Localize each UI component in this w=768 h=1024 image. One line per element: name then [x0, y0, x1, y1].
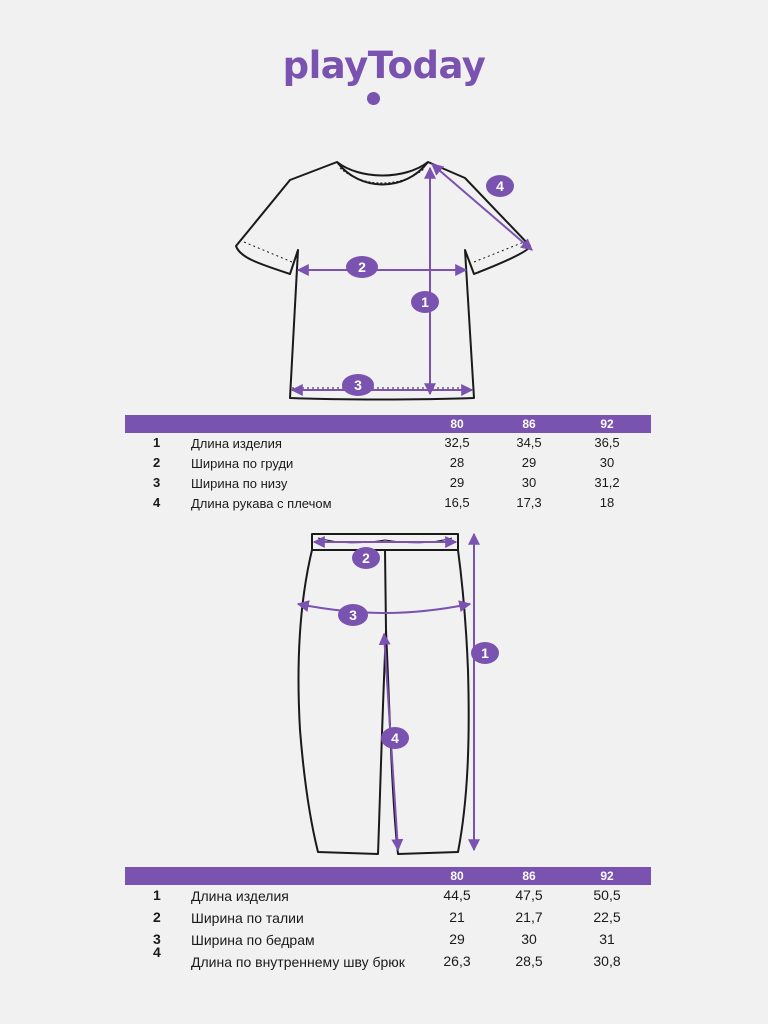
pants-outline	[299, 534, 469, 854]
tshirt-label-4-text: 4	[496, 178, 504, 194]
row-value: 30	[521, 931, 537, 947]
row-value: 31,2	[594, 475, 620, 490]
tshirt-label-4	[486, 175, 514, 197]
pants-label-3	[338, 604, 368, 626]
row-value: 26,3	[443, 953, 471, 969]
tshirt-size-table	[125, 415, 651, 515]
row-number: 3	[153, 931, 161, 947]
pants-size-80: 80	[450, 869, 464, 883]
row-value: 50,5	[593, 887, 621, 903]
pants-size-table	[125, 867, 651, 997]
row-value: 30	[521, 475, 537, 490]
row-value: 34,5	[516, 435, 542, 450]
tshirt-outline	[236, 162, 530, 400]
row-value: 22,5	[593, 909, 621, 925]
tshirt-label-3-text: 3	[354, 377, 362, 393]
row-number: 2	[153, 455, 161, 470]
row-value: 31	[599, 931, 615, 947]
row-number: 1	[153, 887, 161, 903]
pants-label-1-text: 1	[481, 645, 489, 661]
row-value: 29	[521, 455, 537, 470]
row-value: 29	[449, 931, 465, 947]
row-value: 30	[599, 455, 615, 470]
row-value: 21,7	[515, 909, 543, 925]
pants-label-2	[352, 547, 380, 569]
brand-logo-text: playToday	[282, 44, 486, 87]
pants-label-4	[381, 727, 409, 749]
tshirt-label-3	[342, 374, 374, 396]
row-measurement: Ширина по груди	[191, 456, 294, 471]
row-value: 36,5	[594, 435, 620, 450]
table-row	[125, 913, 651, 948]
row-value: 28	[449, 455, 465, 470]
row-value: 18	[599, 495, 615, 510]
table-row	[125, 477, 651, 511]
tshirt-size-92: 92	[600, 417, 614, 431]
row-number: 4	[153, 495, 161, 510]
row-value: 16,5	[444, 495, 470, 510]
tshirt-size-86: 86	[522, 417, 536, 431]
row-number: 2	[153, 909, 161, 925]
tshirt-label-2-text: 2	[358, 259, 366, 275]
row-value: 17,3	[516, 495, 542, 510]
row-measurement: Ширина по талии	[191, 910, 304, 926]
pants-size-92: 92	[600, 869, 614, 883]
row-measurement: Ширина по бедрам	[191, 932, 315, 948]
tshirt-label-1-text: 1	[421, 294, 429, 310]
row-measurement: Длина изделия	[191, 436, 282, 451]
pants-size-86: 86	[522, 869, 536, 883]
table-row	[125, 935, 651, 970]
row-value: 21	[449, 909, 465, 925]
table-row	[125, 457, 651, 491]
pants-label-2-text: 2	[362, 550, 370, 566]
table-row	[125, 437, 651, 471]
row-number: 1	[153, 435, 161, 450]
tshirt-label-1	[411, 291, 439, 313]
tshirt-label-2	[346, 256, 378, 278]
tshirt-size-80: 80	[450, 417, 464, 431]
row-value: 47,5	[515, 887, 543, 903]
pants-label-4-text: 4	[391, 730, 399, 746]
table-row	[125, 869, 651, 904]
row-value: 30,8	[593, 953, 621, 969]
table-row	[125, 891, 651, 926]
row-value: 32,5	[444, 435, 470, 450]
pants-label-3-text: 3	[349, 607, 357, 623]
row-measurement: Длина рукава с плечом	[191, 496, 332, 511]
row-measurement: Ширина по низу	[191, 476, 288, 491]
row-measurement: Длина изделия	[191, 888, 289, 904]
tshirt-diagram	[0, 150, 768, 410]
pants-label-1	[471, 642, 499, 664]
row-value: 44,5	[443, 887, 471, 903]
table-row	[125, 417, 651, 451]
pants-diagram	[0, 520, 768, 865]
row-value: 29	[449, 475, 465, 490]
row-measurement: Длина по внутреннему шву брюк	[191, 954, 405, 970]
row-number: 4	[153, 944, 161, 960]
brand-logo-dot	[367, 92, 380, 105]
brand-logo	[0, 44, 768, 87]
row-number: 3	[153, 475, 161, 490]
row-value: 28,5	[515, 953, 543, 969]
tshirt-measure-lines	[292, 164, 532, 394]
